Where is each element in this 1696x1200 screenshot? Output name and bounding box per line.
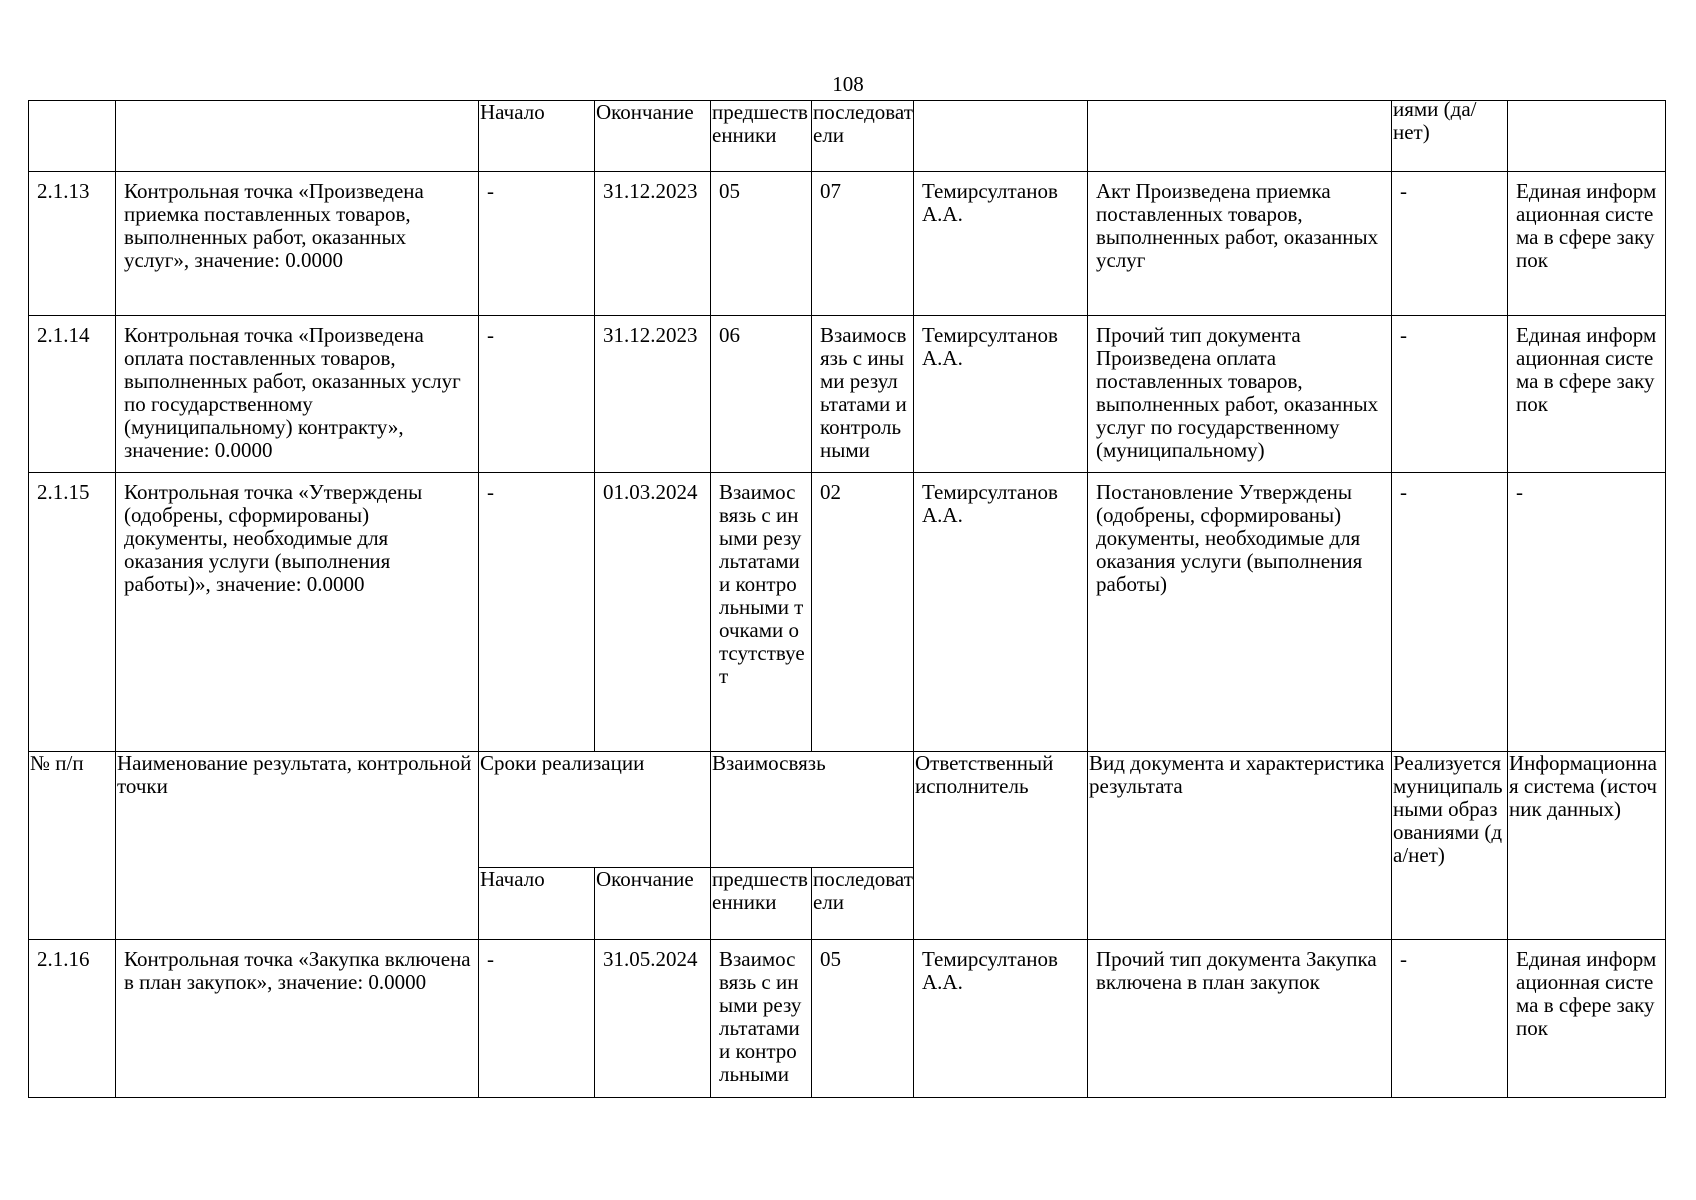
header-pred-label: предшественники [712, 101, 808, 147]
header-cell-pred [711, 868, 812, 940]
cell-end [595, 316, 711, 473]
header-cell-doc-continued [1088, 101, 1392, 172]
row-succ: 02 [820, 480, 841, 504]
cell-municipal [1392, 473, 1508, 752]
cell-responsible [914, 473, 1088, 752]
row-pred: Взаимосвязь с иными результатами и контрольными [719, 947, 802, 1086]
cell-succ [812, 316, 914, 473]
row-responsible: Темирсултанов А.А. [922, 480, 1058, 527]
header-cell-start [479, 868, 595, 940]
results-table-frame [28, 100, 1665, 1098]
cell-num [29, 940, 116, 1098]
cell-info-system [1508, 940, 1666, 1098]
header-cell-succ [812, 101, 914, 172]
header-cell-succ [812, 868, 914, 940]
cell-doc [1088, 172, 1392, 316]
row-info-system: - [1516, 480, 1523, 504]
table-row [29, 940, 1666, 1098]
header-cell-num [29, 752, 116, 940]
header-cell-responsible-continued [914, 101, 1088, 172]
row-num: 2.1.14 [37, 323, 90, 347]
table-row [29, 172, 1666, 316]
cell-responsible [914, 172, 1088, 316]
header-cell-terms [479, 752, 711, 868]
header-link-label: Взаимосвязь [712, 752, 826, 775]
cell-doc [1088, 940, 1392, 1098]
header-cell-pred [711, 101, 812, 172]
row-num: 2.1.13 [37, 179, 90, 203]
header-end-label: Окончание [596, 101, 694, 124]
table-row [29, 473, 1666, 752]
row-name: Контрольная точка «Закупка включена в план закупок», значение: 0.0000 [124, 947, 471, 994]
cell-info-system [1508, 316, 1666, 473]
row-end: 01.03.2024 [603, 480, 698, 504]
row-name: Контрольная точка «Утверждены (одобрены, сформированы) документы, необходимые для оказания услуги (выполнения работы)», значение: 0.0000 [124, 480, 423, 596]
row-end: 31.05.2024 [603, 947, 698, 971]
header-succ-label: последователи [813, 101, 913, 147]
row-doc: Акт Произведена приемка поставленных товаров, выполненных работ, оказанных услуг [1096, 179, 1379, 272]
row-responsible: Темирсултанов А.А. [922, 179, 1058, 226]
row-doc: Прочий тип документа Закупка включена в план закупок [1096, 947, 1377, 994]
header-cell-info-system [1508, 752, 1666, 940]
cell-name [116, 940, 479, 1098]
cell-doc [1088, 473, 1392, 752]
row-succ: 05 [820, 947, 841, 971]
cell-succ [812, 473, 914, 752]
cell-num [29, 172, 116, 316]
cell-pred [711, 940, 812, 1098]
cell-doc [1088, 316, 1392, 473]
header-municipal-tail-label: иями (да/нет) [1393, 100, 1477, 144]
header-terms-label: Сроки реализации [480, 752, 645, 775]
cell-start [479, 172, 595, 316]
continued-header-row [29, 101, 1666, 172]
cell-responsible [914, 940, 1088, 1098]
cell-pred [711, 473, 812, 752]
header-end-label: Окончание [596, 868, 694, 891]
header-cell-info-continued [1508, 101, 1666, 172]
header-doc-label: Вид документа и характеристика результата [1089, 752, 1385, 798]
row-start: - [487, 480, 494, 504]
header-cell-num-continued [29, 101, 116, 172]
cell-name [116, 316, 479, 473]
row-info-system: Единая информационная система в сфере закупок [1516, 179, 1657, 272]
results-table [28, 100, 1666, 1098]
row-municipal: - [1400, 323, 1407, 347]
header-cell-municipal-continued [1392, 101, 1508, 172]
header-name-label: Наименование результата, контрольной точки [117, 752, 472, 798]
header-municipal-label: Реализуется муниципальными образованиями (да/нет) [1393, 752, 1503, 867]
cell-num [29, 473, 116, 752]
row-municipal: - [1400, 947, 1407, 971]
cell-name [116, 473, 479, 752]
cell-start [479, 316, 595, 473]
cell-end [595, 940, 711, 1098]
row-responsible: Темирсултанов А.А. [922, 947, 1058, 994]
row-succ: Взаимосвязь с иными результатами и контрольными [820, 323, 907, 462]
row-doc: Прочий тип документа Произведена оплата поставленных товаров, выполненных работ, оказанных услуг по государственному (муниципальному) [1096, 323, 1379, 462]
cell-start [479, 473, 595, 752]
header-num-label: № п/п [30, 752, 84, 775]
header-info-system-label: Информационная система (источник данных) [1509, 752, 1657, 821]
row-start: - [487, 179, 494, 203]
header-pred-label: предшественники [712, 868, 808, 914]
table-row [29, 316, 1666, 473]
header-cell-responsible [914, 752, 1088, 940]
header-cell-end [595, 101, 711, 172]
row-name: Контрольная точка «Произведена приемка поставленных товаров, выполненных работ, оказанных услуг», значение: 0.0000 [124, 179, 424, 272]
row-doc: Постановление Утверждены (одобрены, сформированы) документы, необходимые для оказания услуги (выполнения работы) [1096, 480, 1363, 596]
cell-info-system [1508, 473, 1666, 752]
header-cell-municipal [1392, 752, 1508, 940]
cell-end [595, 473, 711, 752]
row-responsible: Темирсултанов А.А. [922, 323, 1058, 370]
header-start-label: Начало [480, 868, 545, 891]
page-number: 108 [832, 72, 864, 96]
cell-end [595, 172, 711, 316]
cell-num [29, 316, 116, 473]
cell-name [116, 172, 479, 316]
cell-municipal [1392, 172, 1508, 316]
row-start: - [487, 947, 494, 971]
header-start-label: Начало [480, 101, 545, 124]
row-pred: Взаимосвязь с иными результатами и контрольными точками отсутствует [719, 480, 805, 688]
row-pred: 06 [719, 323, 740, 347]
row-municipal: - [1400, 179, 1407, 203]
header-cell-doc [1088, 752, 1392, 940]
cell-succ [812, 940, 914, 1098]
cell-pred [711, 172, 812, 316]
row-end: 31.12.2023 [603, 179, 698, 203]
row-start: - [487, 323, 494, 347]
row-name: Контрольная точка «Произведена оплата поставленных товаров, выполненных работ, оказанных услуг по государственному (муниципальному) контракту», значение: 0.0000 [124, 323, 461, 462]
header-cell-link [711, 752, 914, 868]
cell-pred [711, 316, 812, 473]
row-num: 2.1.16 [37, 947, 90, 971]
header-responsible-label: Ответственный исполнитель [915, 752, 1054, 798]
cell-municipal [1392, 316, 1508, 473]
cell-info-system [1508, 172, 1666, 316]
cell-municipal [1392, 940, 1508, 1098]
row-num: 2.1.15 [37, 480, 90, 504]
header-succ-label: последователи [813, 868, 913, 914]
header-cell-start [479, 101, 595, 172]
header-cell-name-continued [116, 101, 479, 172]
row-pred: 05 [719, 179, 740, 203]
cell-start [479, 940, 595, 1098]
header-cell-name [116, 752, 479, 940]
table-header-row [29, 752, 1666, 868]
row-info-system: Единая информационная система в сфере закупок [1516, 947, 1657, 1040]
cell-responsible [914, 316, 1088, 473]
row-municipal: - [1400, 480, 1407, 504]
row-end: 31.12.2023 [603, 323, 698, 347]
row-info-system: Единая информационная система в сфере закупок [1516, 323, 1657, 416]
cell-succ [812, 172, 914, 316]
header-cell-end [595, 868, 711, 940]
row-succ: 07 [820, 179, 841, 203]
